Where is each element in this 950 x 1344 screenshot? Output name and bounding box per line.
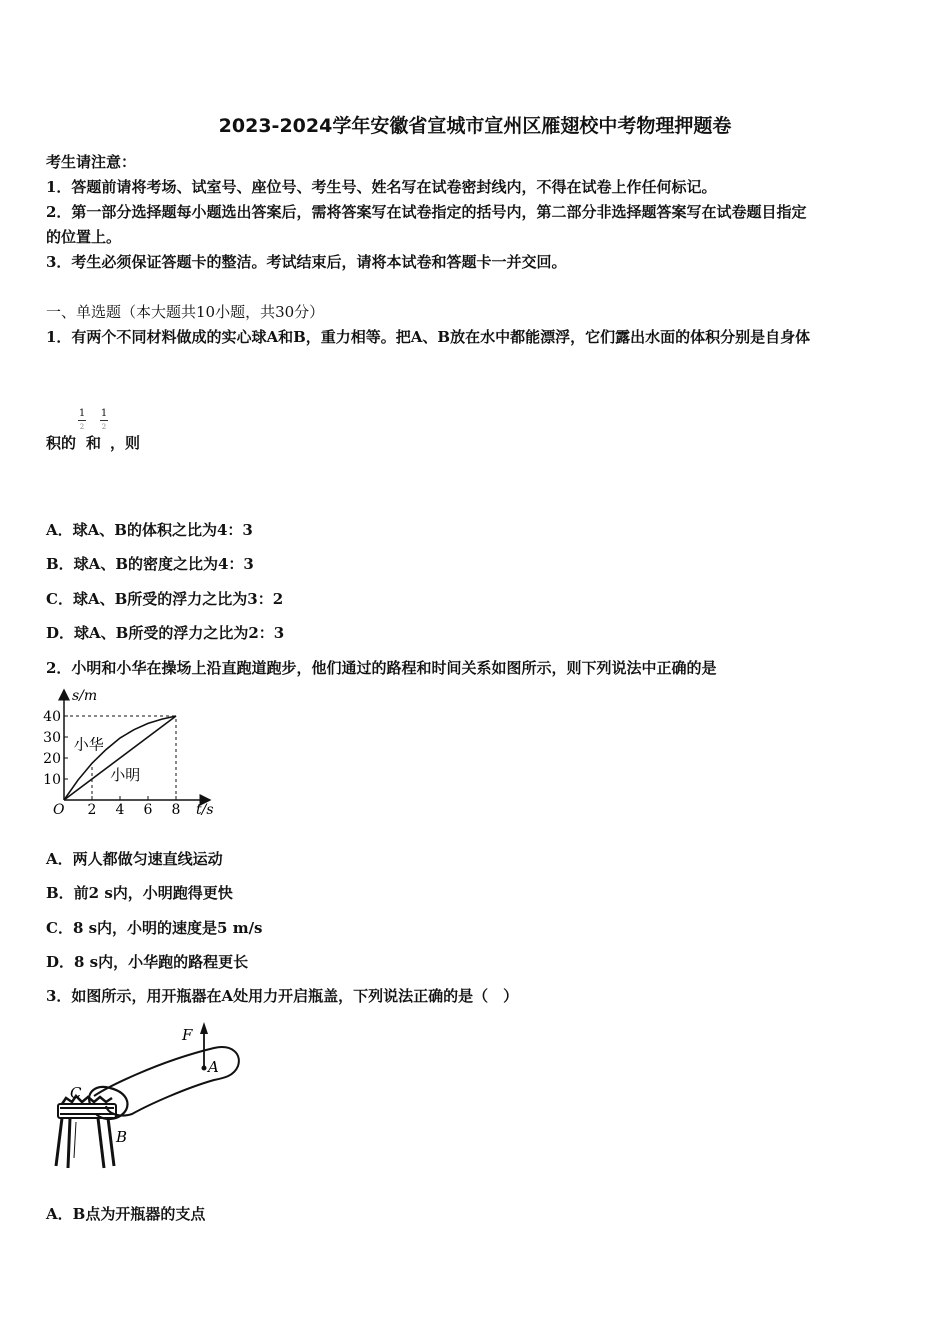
notice-item-2-cont: 的位置上。 [46, 228, 122, 246]
q2-option-c: C．8 s内，小明的速度是5 m/s [46, 919, 263, 937]
q1-option-a: A．球A、B的体积之比为4：3 [46, 521, 253, 539]
q1-line2-part3: ，则 [110, 434, 141, 452]
x-tick-label-6: 6 [143, 802, 153, 818]
origin-label: O [53, 802, 65, 818]
notice-item-2: 2．第一部分选择题每小题选出答案后，需将答案写在试卷指定的括号内，第二部分非选择题答案写在试卷题目指定 [46, 203, 807, 221]
q1-stem: 1．有两个不同材料做成的实心球A和B，重力相等。把A、B放在水中都能漂浮，它们露出水面的体积分别是自身体 [46, 328, 811, 346]
q1-option-b: B．球A、B的密度之比为4：3 [46, 555, 254, 573]
notice-item-3: 3．考生必须保证答题卡的整洁。考试结束后，请将本试卷和答题卡一并交回。 [46, 253, 567, 271]
x-tick-label-2: 2 [87, 802, 97, 818]
section-heading: 一、单选题（本大题共10小题，共30分） [46, 303, 325, 321]
q1-option-d: D．球A、B所受的浮力之比为2：3 [46, 624, 285, 642]
q2-option-b: B．前2 s内，小明跑得更快 [46, 884, 233, 902]
x-axis-label: t/s [196, 802, 214, 818]
point-label-b: B [116, 1128, 128, 1146]
q1-fraction-1: 1 2 [78, 408, 86, 431]
point-label-a: A [208, 1058, 219, 1076]
bottle-opener-figure [46, 1018, 250, 1172]
y-axis-label: s/m [72, 688, 98, 704]
q2-option-d: D．8 s内，小华跑的路程更长 [46, 953, 249, 971]
x-tick-label-8: 8 [171, 802, 181, 818]
distance-time-chart [40, 684, 240, 820]
force-label-f: F [182, 1026, 193, 1044]
q3-option-a: A．B点为开瓶器的支点 [46, 1205, 206, 1223]
q2-stem: 2．小明和小华在操场上沿直跑道跑步，他们通过的路程和时间关系如图所示，则下列说法中正确的是 [46, 659, 717, 677]
series-label-1: 小华 [73, 735, 104, 754]
y-tick-label-20: 20 [43, 751, 61, 767]
series-label-2: 小明 [110, 766, 141, 785]
page-title: 2023-2024学年安徽省宣城市宣州区雁翅校中考物理押题卷 [218, 115, 732, 137]
notice-item-1: 1．答题前请将考场、试室号、座位号、考生号、姓名写在试卷密封线内，不得在试卷上作任何标记。 [46, 178, 717, 196]
y-tick-label-30: 30 [43, 730, 61, 746]
bottle-neck [56, 1118, 114, 1168]
q1-fraction-2: 1 2 [100, 408, 108, 431]
q1-line2-part1: 积的 [46, 434, 77, 452]
q3-stem: 3．如图所示，用开瓶器在A处用力开启瓶盖，下列说法正确的是（ ） [46, 987, 519, 1005]
q2-option-a: A．两人都做匀速直线运动 [46, 850, 223, 868]
y-tick-label-10: 10 [43, 772, 61, 788]
x-tick-label-4: 4 [115, 802, 125, 818]
q1-option-c: C．球A、B所受的浮力之比为3：2 [46, 590, 284, 608]
series-line-2 [64, 716, 176, 800]
force-arrow [200, 1022, 208, 1071]
q1-line2-part2: 和 [86, 434, 102, 452]
y-tick-label-40: 40 [43, 709, 61, 725]
notice-heading: 考生请注意： [46, 153, 137, 171]
point-label-c: C [70, 1084, 82, 1102]
